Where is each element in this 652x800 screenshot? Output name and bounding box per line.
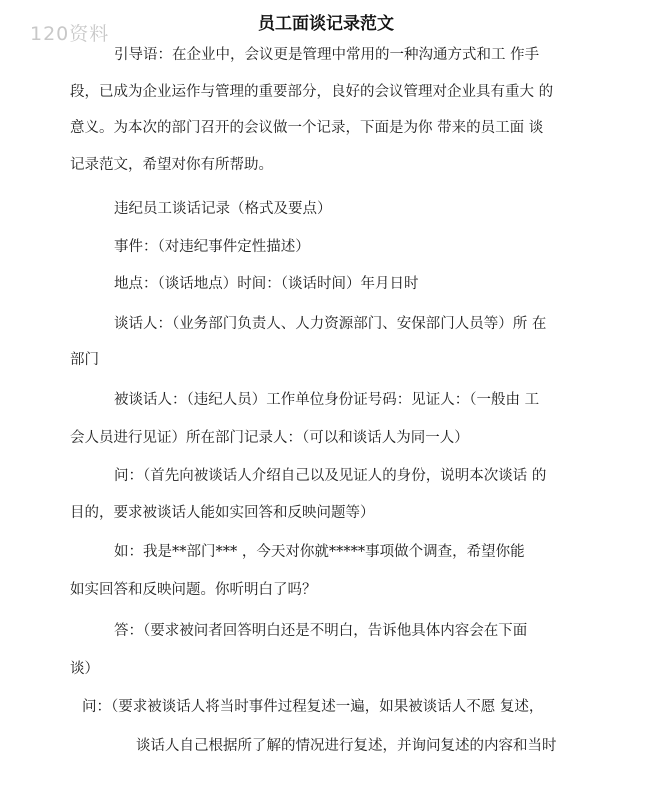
paragraph-line: 记录范文，希望对你有所帮助。 <box>70 157 273 173</box>
paragraph-line: 违纪员工谈话记录（格式及要点） <box>114 201 332 217</box>
paragraph-line: 引导语：在企业中，会议更是管理中常用的一种沟通方式和工 作手 <box>114 47 540 63</box>
paragraph-line: 问：（首先向被谈话人介绍自己以及见证人的身份，说明本次谈话 的 <box>114 468 547 484</box>
paragraph-line: 如实回答和反映问题。你听明白了吗？ <box>70 582 317 598</box>
paragraph-line: 段，已成为企业运作与管理的重要部分，良好的会议管理对企业具有重大 的 <box>70 84 554 100</box>
paragraph-line: 谈话人自己根据所了解的情况进行复述，并询问复述的内容和当时 <box>136 738 557 754</box>
paragraph-line: 意义。为本次的部门召开的会议做一个记录，下面是为你 带来的员工面 谈 <box>70 120 544 136</box>
paragraph-line: 谈话人：（业务部门负责人、人力资源部门、安保部门人员等）所 在 <box>114 316 547 332</box>
paragraph-line: 问：（要求被谈话人将当时事件过程复述一遍，如果被谈话人不愿 复述， <box>82 699 544 715</box>
paragraph-line: 谈） <box>70 661 99 677</box>
paragraph-line: 地点：（谈话地点）时间：（谈话时间）年月日时 <box>114 276 419 292</box>
watermark: 120资料 <box>30 23 110 45</box>
paragraph-line: 答：（要求被问者回答明白还是不明白，告诉他具体内容会在下面 <box>114 623 528 639</box>
paragraph-line: 部门 <box>70 352 99 368</box>
document-title: 员工面谈记录范文 <box>258 14 394 34</box>
paragraph-line: 如：我是**部门*** ，今天对你就*****事项做个调查，希望你能 <box>114 544 525 560</box>
paragraph-line: 目的，要求被谈话人能如实回答和反映问题等） <box>70 505 375 521</box>
paragraph-line: 会人员进行见证）所在部门记录人：（可以和谈话人为同一人） <box>70 430 469 446</box>
paragraph-line: 事件：（对违纪事件定性描述） <box>114 239 310 255</box>
paragraph-line: 被谈话人：（违纪人员）工作单位身份证号码：见证人：（一般由 工 <box>114 392 540 408</box>
